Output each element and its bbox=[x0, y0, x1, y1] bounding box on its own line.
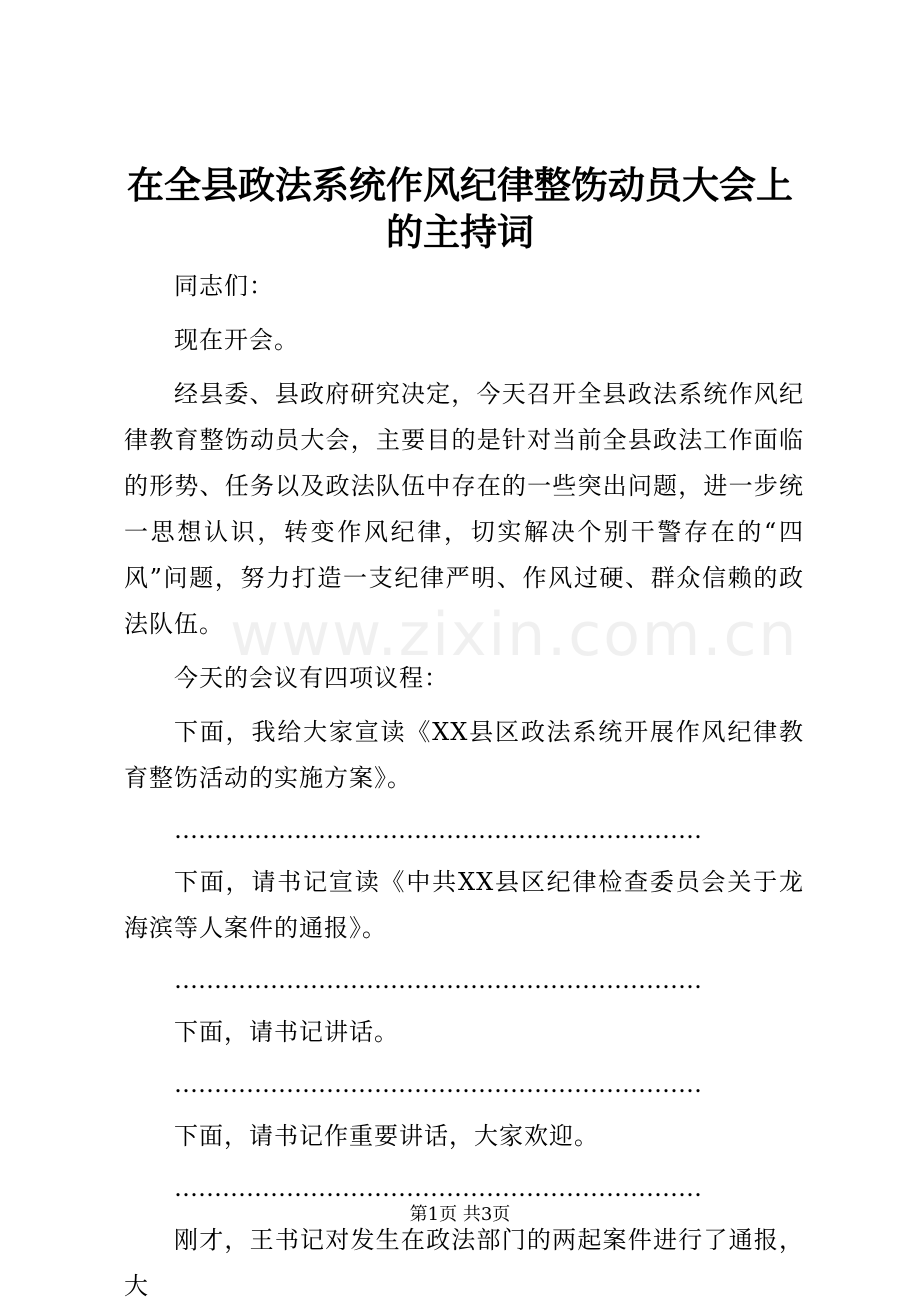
paragraph-item-3: 下面，请书记讲话。 bbox=[174, 1018, 399, 1046]
ellipsis-line: ………………………………………………………… bbox=[174, 1070, 702, 1098]
paragraph-closing: 刚才，王书记对发生在政法部门的两起案件进行了通报，大 bbox=[124, 1226, 804, 1300]
paragraph-purpose: 经县委、县政府研究决定，今天召开全县政法系统作风纪律教育整饬动员大会，主要目的是针对当前全县政法工作面临的形势、任务以及政法队伍中存在的一些突出问题，进一步统一思想认识，转变作风纪律，切实解决个别干警存在的“四风”问题，努力打造一支纪律严明、作风过硬、群众信赖的政法队伍。 bbox=[124, 380, 804, 638]
page-footer: 第1页 共3页 bbox=[409, 1204, 511, 1225]
paragraph-opening: 现在开会。 bbox=[174, 326, 299, 354]
document-body bbox=[124, 263, 804, 1302]
paragraph-salutation: 同志们： bbox=[174, 272, 274, 300]
paragraph-agenda: 今天的会议有四项议程： bbox=[174, 664, 449, 692]
paragraph-item-4: 下面，请书记作重要讲话，大家欢迎。 bbox=[174, 1122, 599, 1150]
ellipsis-line: ………………………………………………………… bbox=[174, 966, 702, 994]
paragraph-item-2: 下面，请书记宣读《中共XX县区纪律检查委员会关于龙海滨等人案件的通报》。 bbox=[124, 868, 804, 942]
watermark: www.zixin.com.cn bbox=[230, 600, 799, 670]
document-title: 在全县政法系统作风纪律整饬动员大会上的主持词 bbox=[127, 163, 793, 254]
paragraph-item-1: 下面，我给大家宣读《XX县区政法系统开展作风纪律教育整饬活动的实施方案》。 bbox=[124, 718, 804, 792]
ellipsis-line: ………………………………………………………… bbox=[174, 816, 702, 844]
ellipsis-line: ………………………………………………………… bbox=[174, 1174, 702, 1202]
